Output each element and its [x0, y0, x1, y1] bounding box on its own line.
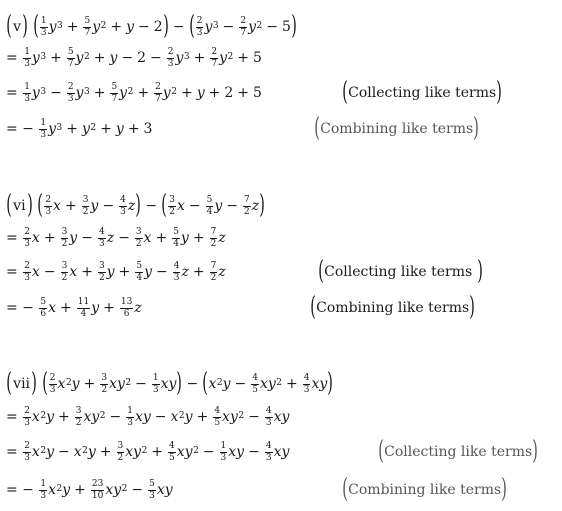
block-vii-note-combining: ( Combining like terms ) [342, 474, 508, 504]
block-vii-line-3: = $\frac{2}{3}$ x $^2$ y − x $^2$ y + $\frac{3}{2}$ xy $^2$ + $\frac{4}{5}$ xy $^2$ − $\frac{1}{3}$ xy − $\frac{4}{3}$ xy [6, 440, 290, 463]
block-vi-line-3: = $\frac{2}{3}$ x − $\frac{3}{2}$ x + $\frac{3}{2}$ y + $\frac{5}{4}$ y − $\frac{4}{3}$ z + $\frac{7}{2}$ z [6, 260, 226, 283]
block-v-note-combining: ( Combining like terms ) [314, 113, 480, 143]
block-vii-note-collecting: ( Collecting like terms ) [378, 436, 539, 466]
block-vii-line-4: = − $\frac{1}{3}$ x $^2$ y + $\frac{23}{10}$ xy $^2$ − $\frac{5}{3}$ xy [6, 478, 173, 501]
block-v-line-4: = − $\frac{1}{3}$ y $^3$ + y $^2$ + y + 3 [6, 117, 153, 140]
block-v-line-2: = $\frac{1}{3}$ y $^3$ + $\frac{5}{7}$ y $^2$ + y − 2 − $\frac{2}{3}$ y $^3$ + $\frac{2}{7}$ y $^2$ + 5 [6, 46, 262, 69]
block-vi-note-collecting: ( Collecting like terms ) [318, 256, 483, 286]
block-vi-line-1: ( vi ) ( $\frac{2}{3}$ x + $\frac{3}{2}$ y − $\frac{4}{3}$ z ) − ( $\frac{3}{2}$ x − $\frac{5}{4}$ y − $\frac{7}{2}$ z ) [6, 190, 266, 220]
block-v-note-collecting: ( Collecting like terms ) [342, 77, 503, 107]
block-vi-note-combining: ( Combining like terms ) [310, 292, 476, 322]
block-vii-line-2: = $\frac{2}{3}$ x $^2$ y + $\frac{3}{2}$ xy $^2$ − $\frac{1}{3}$ xy − x $^2$ y + $\frac{4}{5}$ xy $^2$ − $\frac{4}{3}$ xy [6, 405, 290, 428]
block-vi-line-2: = $\frac{2}{3}$ x + $\frac{3}{2}$ y − $\frac{4}{3}$ z − $\frac{3}{2}$ x + $\frac{5}{4}$ y + $\frac{7}{2}$ z [6, 226, 226, 249]
block-vi-label: vi [13, 198, 26, 214]
block-vii-label: vii [13, 376, 31, 392]
block-v-label: v [13, 19, 22, 35]
block-v-line-1: ( v ) ( $\frac{1}{3}$ y $^3$ + $\frac{5}{7}$ y $^2$ + y − 2 ) − ( $\frac{2}{3}$ y $^3$ − $\frac{2}{7}$ y $^2$ − 5 ) [6, 11, 297, 41]
block-v-line-3: = $\frac{1}{3}$ y $^3$ − $\frac{2}{3}$ y $^3$ + $\frac{5}{7}$ y $^2$ + $\frac{2}{7}$ y $^2$ + y + 2 + 5 [6, 81, 262, 104]
block-vii-line-1: ( vii ) ( $\frac{2}{3}$ x $^2$ y + $\frac{3}{2}$ xy $^2$ − $\frac{1}{3}$ xy ) − ( x $^2$ y − $\frac{4}{5}$ xy $^2$ + $\frac{4}{3}$ xy ) [6, 368, 334, 398]
block-vi-line-4: = − $\frac{5}{6}$ x + $\frac{11}{4}$ y + $\frac{13}{6}$ z [6, 296, 142, 319]
